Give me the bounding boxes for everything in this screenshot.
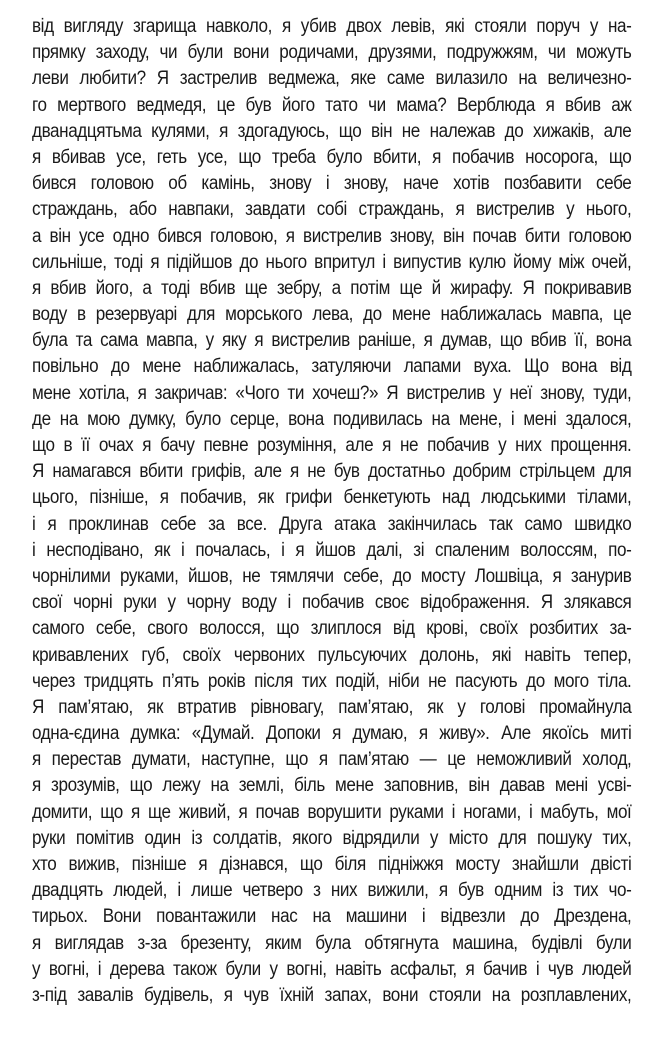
text-line: двадцять людей, і лише четверо з них вижили, я був одним із тих чо- — [32, 880, 632, 902]
text-line: від вигляду згарища навколо, я убив двох левів, які стояли поруч у на- — [32, 16, 632, 37]
text-line: я вбив його, а тоді вбив ще зебру, а потім ще й жирафу. Я покривавив — [32, 277, 632, 299]
text-line: самого себе, свого волосся, що злиплося від крові, своїх розбитих за- — [32, 618, 632, 640]
text-line: руки помітив один із солдатів, якого відрядили у місто для пошуку тих, — [32, 827, 632, 849]
text-line: тирьох. Вони повантажили нас на машини і відвезли до Дрездена, — [32, 906, 632, 928]
text-line: домити, що я ще живий, я почав ворушити руками і ногами, і мабуть, мої — [32, 801, 632, 823]
text-line: а він усе одно бився головою, я вистрелив знову, він почав бити головою — [32, 225, 632, 247]
text-line: і я проклинав себе за все. Друга атака закінчилась так само швидко — [32, 513, 632, 535]
text-line: сильніше, тоді я підійшов до нього впритул і випустив кулю йому між очей, — [32, 251, 632, 273]
text-line: бився головою об камінь, знову і знову, наче хотів позбавити себе — [32, 173, 632, 195]
text-line: і несподівано, як і почалась, і я йшов далі, зі спаленим волоссям, по- — [32, 539, 632, 561]
text-line: була та сама мавпа, у яку я вистрелив раніше, я думав, що вбив її, вона — [32, 330, 632, 352]
text-line: де на мою думку, було серце, вона подивилась на мене, і мені здалося, — [32, 408, 632, 430]
text-line: цього, пізніше, я побачив, як грифи бенкетують над людськими тілами, — [32, 487, 632, 509]
text-line: кривавлених губ, своїх червоних пульсуючих долонь, які навіть тепер, — [32, 644, 632, 666]
text-line: хто вижив, пізніше я дізнався, що біля підніжжя мосту знайшли двісті — [32, 854, 632, 875]
text-line: прямку заходу, чи були вони родичами, друзями, подружжям, чи можуть — [32, 42, 632, 64]
text-line: го мертвого ведмедя, це був його тато чи мама? Верблюда я вбив аж — [32, 94, 632, 116]
text-line: воду в резервуарі для морського лева, до мене наближалась мавпа, це — [32, 304, 632, 326]
text-line: я вбивав усе, геть усе, що треба було вбити, я побачив носорога, що — [32, 146, 632, 168]
text-line: одна-єдина думка: «Думай. Допоки я думаю, я живу». Але якоїсь миті — [32, 723, 632, 745]
body-text — [32, 14, 632, 1009]
text-line: мене хотіла, я закричав: «Чого ти хочеш?» Я вистрелив у неї знову, туди, — [32, 382, 632, 404]
text-line: свої чорні руки у чорну воду і побачив своє відображення. Я злякався — [32, 592, 632, 614]
text-line: я виглядав з-за брезенту, яким була обтягнута машина, будівлі були — [32, 932, 632, 954]
text-line: повільно до мене наближалась, затуляючи лапами вуха. Що вона від — [32, 356, 632, 378]
text-line: Я пам’ятаю, як втратив рівновагу, пам’ятаю, як у голові промайнула — [32, 696, 632, 718]
text-line: що в її очах я бачу певне розуміння, але я не побачив у них прощення. — [32, 435, 632, 456]
text-line: дванадцятьма кулями, я здогадуюсь, що він не належав до хижаків, але — [32, 120, 632, 142]
text-line: я перестав думати, наступне, що я пам’ятаю — це неможливий холод, — [32, 749, 632, 771]
text-line: у вогні, і дерева також були у вогні, навіть асфальт, я бачив і чув людей — [32, 958, 632, 980]
text-line: через тридцять п’ять років після тих подій, ніби не пасують до мого тіла. — [32, 670, 632, 692]
text-line: я зрозумів, що лежу на землі, біль мене заповнив, він давав мені усві- — [32, 775, 632, 797]
text-line: леви любити? Я застрелив ведмежа, яке саме вилазило на величезно- — [32, 68, 632, 90]
text-line: з-під завалів будівель, я чув їхній запах, вони стояли на розплавлених, — [32, 984, 632, 1006]
text-line: чорнілими руками, йшов, не тямлячи себе, до мосту Лошвіца, я занурив — [32, 565, 632, 587]
text-line: страждань, або навпаки, завдати собі страждань, я вистрелив у нього, — [32, 199, 632, 221]
text-line: Я намагався вбити грифів, але я не був достатньо добрим стрільцем для — [32, 461, 632, 483]
